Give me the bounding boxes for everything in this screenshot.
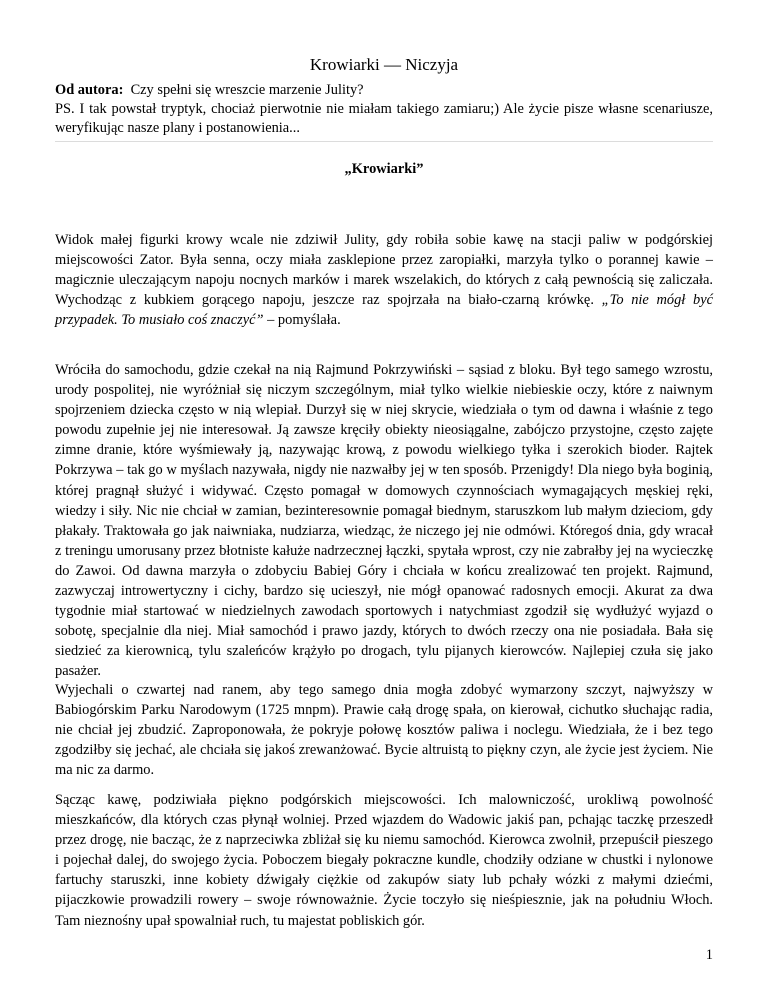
story-title: „Krowiarki” xyxy=(344,161,424,177)
document-page xyxy=(55,0,713,994)
page-number: 1 xyxy=(705,947,713,963)
paragraph-3: Wyjechali o czwartej nad ranem, aby tego samego dnia mogła zdobyć wymarzony szczyt, najwyższy w Babiogórskim Parku Narodowym (1725 mnpm). Prawie całą drogę spała, on kierował, cichutko słuchając radia, nie chciał jej zbudzić. Zaproponowała, że pokryje połowę kosztów paliwa i noclegu. Wiedziała, że i bez tego zgodziłby się jechać, ale chciała się jakoś zrewanżować. Bycie altruistą to piękny czyn, ale życie jest życiem. Nie ma nic za darmo. xyxy=(55,682,713,779)
document-title: Krowiarki — Niczyja xyxy=(309,55,459,74)
author-note-text: Czy spełni się wreszcie marzenie Julity? xyxy=(130,82,364,98)
paragraph-4: Sącząc kawę, podziwiała piękno podgórskich miejscowości. Ich malowniczość, urokliwą powolność mieszkańców, dla których czas płynął wolniej. Przed wjazdem do Wadowic jakiś pan, pchając taczkę przeszedł przez drogę, nie bacząc, że z naprzeciwka zbliżał się ku niemu samochód. Kierowca zwolnił, przepuścił pieszego i pojechał dalej, do swojego życia. Poboczem biegały pokraczne kundle, chodziły odziane w chustki i nylonowe fartuchy staruszki, inne kobiety dźwigały ciężkie od zakupów siaty lub pchały wózki z małymi dziećmi, pijaczkowie prowadzili rowery – swoje równoważnie. Życie toczyło się nieśpiesznie, jak na południu Włoch. Tam nieznośny upał spowalniał ruch, tu majestat pobliskich gór. xyxy=(55,792,713,929)
author-note-ps: PS. I tak powstał tryptyk, chociaż pierwotnie nie miałam takiego zamiaru;) Ale życie pisze własne scenariusze, weryfikując nasze plany i postanowienia... xyxy=(55,101,713,136)
author-note-label: Od autora: xyxy=(55,82,124,98)
paragraph-1-italic: „To nie mógł być przypadek. To musiało coś znaczyć” xyxy=(55,292,713,329)
paragraph-1-tail: – pomyślała. xyxy=(263,312,341,329)
paragraph-2: Wróciła do samochodu, gdzie czekał na nią Rajmund Pokrzywiński – sąsiad z bloku. Był tego samego wzrostu, urody pospolitej, nie wyróżniał się niczym szczególnym, miał tylko wielkie niebieskie oczy, które z naiwnym spojrzeniem dziecka często w nią wlepiał. Durzył się w niej skrycie, wiedziała o tym od dawna i właśnie z tego powodu zupełnie jej nie interesował. Ją zawsze kręciły obiekty nieosiągalne, zabójczo przystojne, często zajęte zimne dranie, które wyśmiewały ją, nazywając krową, z powodu wielkiego tyłka i szerokich bioder. Rajtek Pokrzywa – tak go w myślach nazywała, nigdy nie nazwałby jej w ten sposób. Przenigdy! Dla niego była boginią, której pragnął służyć i widywać. Często pomagał w domowych czynnościach wymagających męskiej ręki, wiedzy i siły. Nic nie chciał w zamian, bezinteresownie pomagał biednym, staruszkom lub małym dzieciom, gdy płakały. Traktowała go jak naiwniaka, nudziarza, wiedząc, że niczego jej nie odmówi. Któregoś dnia, gdy wracał z treningu umorusany przez błotniste kałuże nadrzecznej łączki, spytała wprost, czy nie zabrałby jej na wycieczkę do Zawoi. Od dawna marzyła o zdobyciu Babiej Góry i chciała w końcu zrealizować ten projekt. Rajmund, zazwyczaj introwertyczny i cichy, bardzo się ucieszył, nie mógł opanować radosnych emocji. Akurat za dwa tygodnie miał startować w niedzielnych zawodach sportowych i natychmiast zgodził się wydłużyć wyjazd o sobotę, specjalnie dla niej. Miał samochód i prawo jazdy, których to dwóch rzeczy ona nie posiadała. Bała się siedzieć za kierownicą, tylu szaleńców krążyło po drogach, tylu pijanych kierowców. Najlepiej czuła się jako pasażer. xyxy=(55,362,713,680)
paragraph-1 xyxy=(55,230,713,330)
paragraph-1-text: Widok małej figurki krowy wcale nie zdziwił Julity, gdy robiła sobie kawę na stacji paliw w podgórskiej miejscowości Zator. Była senna, oczy miała zasklepione przez zaropiałki, marzyła tylko o porannej kawie – magicznie uleczającym napoju nocnych marków i marek wszelakich, do których z całą pewnością się zaliczała. Wychodząc z kubkiem gorącego napoju, jeszcze raz spojrzała na biało-czarną krówkę. xyxy=(55,232,713,309)
author-note xyxy=(55,81,713,138)
separator-line xyxy=(55,141,713,142)
